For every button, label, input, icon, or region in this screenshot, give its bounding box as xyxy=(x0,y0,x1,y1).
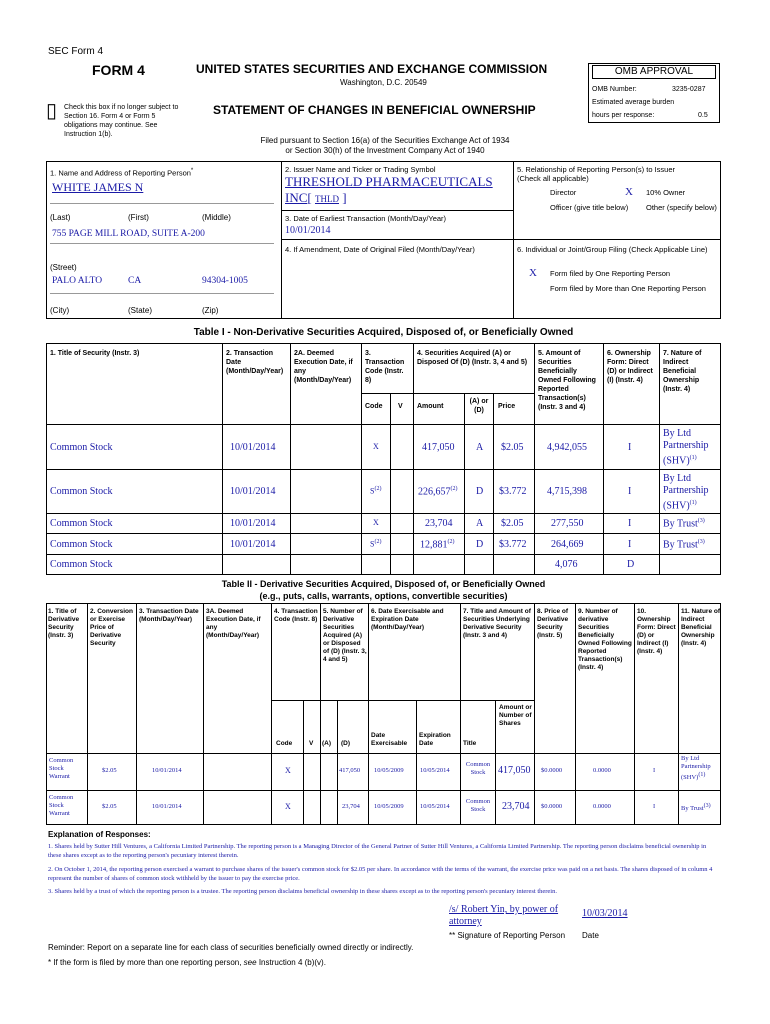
footnote-3: 3. Shares held by a trust of which the reporting person is a trustee. The reporting person disclaims beneficial ownership in these shares except as to the reporting person's pecuniary interest therein. xyxy=(48,888,557,895)
t1-row1-ad: A xyxy=(476,442,484,453)
t2-de-header: Date Exercisable xyxy=(371,732,408,747)
t1-row2-code: $S^{(2)}$ xyxy=(370,486,382,496)
t1-row1-amount: 417,050 xyxy=(422,442,455,453)
t1-row2-price: $3.772 xyxy=(499,486,527,497)
table2-subtitle: (e.g., puts, calls, warrants, options, convertible securities) xyxy=(259,591,508,601)
t1-h2: 2. Transaction Date (Month/Day/Year) xyxy=(226,350,284,375)
t1-row4-nature: By Trust$^{(3)}$ xyxy=(663,539,705,551)
t2-row1-d: 417,050 xyxy=(339,767,361,774)
t1-row3-nature: By Trust$^{(3)}$ xyxy=(663,518,705,530)
owner-label: 10% Owner xyxy=(646,188,686,197)
t1-row3-owned: 277,550 xyxy=(551,518,584,529)
t1-amount-header: Amount xyxy=(417,403,444,410)
footnote-1: 1. Shares held by Sutter Hill Ventures, a California Limited Partnership. The reporting person is a Managing Director of the General Partner of Sutter Hill Ventures, a California Limited Partnership. The reporting person disclaims beneficial ownership in these shares except as to the reporting person's pecuniary interest therein. xyxy=(48,843,707,859)
t2-row1-exer: 10/05/2009 xyxy=(374,767,404,774)
t1-price-header: Price xyxy=(498,403,516,410)
t1-row3-title: Common Stock xyxy=(50,518,113,529)
t1-row1-price: $2.05 xyxy=(501,442,524,453)
other-label: Other (specify below) xyxy=(646,203,717,212)
t2-row2-date: 10/01/2014 xyxy=(152,803,182,810)
t1-row2-ad: D xyxy=(476,486,484,497)
t1-row4-owned: 264,669 xyxy=(551,539,584,550)
t1-row4-code: $S^{(2)}$ xyxy=(370,539,382,549)
table2-title: Table II - Derivative Securities Acquired, Disposed of, or Beneficially Owned xyxy=(221,579,546,589)
filing-mark[interactable]: X xyxy=(529,267,537,279)
t2-row2-ttl: Common Stock xyxy=(465,798,491,813)
signature-date: 10/03/2014 xyxy=(582,908,628,919)
t1-row4-form: I xyxy=(628,539,632,550)
omb-hours: 0.5 xyxy=(698,112,708,119)
t1-row1-title: Common Stock xyxy=(50,442,113,453)
checkbox-text: Check this box if no longer subject to Section 16. Form 4 or Form 5 obligations may continue. See Instruction 1(b). xyxy=(64,104,179,138)
t2-a-header: (A) xyxy=(322,740,332,747)
statement-title: STATEMENT OF CHANGES IN BENEFICIAL OWNERSHIP xyxy=(213,103,536,117)
omb-hours-label: hours per response: xyxy=(592,112,655,119)
t1-row2-nature: By Ltd Partnership (SHV)$^{(1)}$ xyxy=(663,473,709,512)
first-label: (First) xyxy=(128,213,149,222)
t2-row1-code: X xyxy=(285,766,291,775)
t1-row3-form: I xyxy=(628,518,632,529)
more-person-label: Form filed by More than One Reporting Person xyxy=(550,284,706,293)
t1-h6: 6. Ownership Form: Direct (D) or Indirect (I) (Instr. 4) xyxy=(607,350,653,384)
t2-row2-nature: By Trust$^{(3)}$ xyxy=(681,803,711,813)
t2-h2: 2. Conversion or Exercise Price of Derivative Security xyxy=(90,608,133,647)
box4-label: 4. If Amendment, Date of Original Filed (Month/Day/Year) xyxy=(285,245,475,254)
checkbox-icon[interactable]: ▯ xyxy=(46,100,58,122)
t1-row4-ad: D xyxy=(476,539,484,550)
t1-row2-form: I xyxy=(628,486,632,497)
t1-row1-owned: 4,942,055 xyxy=(547,442,587,453)
t2-h11: 11. Nature of Indirect Beneficial Ownership (Instr. 4) xyxy=(681,608,721,647)
t1-h4: 4. Securities Acquired (A) or Disposed Of (D) (Instr. 3, 4 and 5) xyxy=(417,350,528,366)
table1-title: Table I - Non-Derivative Securities Acquired, Disposed of, or Beneficially Owned xyxy=(193,327,574,338)
sec-form-label: SEC Form 4 xyxy=(48,46,104,57)
t2-row2-amt: 23,704 xyxy=(502,801,530,812)
zip-value: 94304-1005 xyxy=(202,276,248,286)
t2-row2-d: 23,704 xyxy=(342,803,360,810)
reporting-person-name[interactable]: WHITE JAMES N xyxy=(52,180,144,194)
t2-h10: 10. Ownership Form: Direct (D) or Indirect (I) (Instr. 4) xyxy=(637,608,676,655)
state-label: (State) xyxy=(128,306,153,315)
t2-row1-form: I xyxy=(653,767,656,774)
t2-h5: 5. Number of Derivative Securities Acquired (A) or Disposed of (D) (Instr. 3, 4 and 5) xyxy=(323,608,367,663)
t1-row2-title: Common Stock xyxy=(50,486,113,497)
signature-label: ** Signature of Reporting Person xyxy=(449,931,566,940)
t1-row2-owned: 4,715,398 xyxy=(547,486,587,497)
t1-h1: 1. Title of Security (Instr. 3) xyxy=(50,350,140,357)
city-value: PALO ALTO xyxy=(52,276,103,286)
t1-row5-form: D xyxy=(627,559,635,570)
explanation-label: Explanation of Responses: xyxy=(48,830,151,839)
box1-label: 1. Name and Address of Reporting Person* xyxy=(50,168,194,178)
t1-code-header: Code xyxy=(365,403,383,410)
box6-label: 6. Individual or Joint/Group Filing (Check Applicable Line) xyxy=(517,245,708,254)
t1-row1-nature: By Ltd Partnership (SHV)$^{(1)}$ xyxy=(663,428,709,467)
t1-row1-date: 10/01/2014 xyxy=(230,442,276,453)
box2-label: 2. Issuer Name and Ticker or Trading Symbol xyxy=(285,165,436,174)
officer-label: Officer (give title below) xyxy=(550,203,629,212)
agency-title: UNITED STATES SECURITIES AND EXCHANGE COMMISSION xyxy=(196,62,548,76)
t2-row2-owned: 0.0000 xyxy=(593,803,611,810)
t2-h1: 1. Title of Derivative Security (Instr. 3) xyxy=(48,608,80,639)
street-label: (Street) xyxy=(50,263,77,272)
issuer-line2: INC[ THLD ] xyxy=(285,190,347,205)
t1-row4-amount: 12,881$^{(2)}$ xyxy=(420,539,455,551)
filed-section: or Section 30(h) of the Investment Company Act of 1940 xyxy=(285,146,485,155)
t2-h3a: 3A. Deemed Execution Date, if any (Month/Day/Year) xyxy=(206,608,261,639)
director-mark[interactable]: X xyxy=(625,186,633,198)
one-person-label: Form filed by One Reporting Person xyxy=(550,269,671,278)
t1-v-header: V xyxy=(398,403,403,410)
omb-title: OMB APPROVAL xyxy=(592,65,716,79)
filed-pursuant: Filed pursuant to Section 16(a) of the Securities Exchange Act of 1934 xyxy=(260,136,510,145)
t2-title-header: Title xyxy=(463,740,477,747)
t2-d-header: (D) xyxy=(341,740,351,747)
t1-row3-ad: A xyxy=(476,518,484,529)
t1-h5: 5. Amount of Securities Beneficially Owned Following Reported Transaction(s) (Instr. 3 and 4) xyxy=(538,350,596,411)
t1-row3-date: 10/01/2014 xyxy=(230,518,276,529)
omb-burden-label: Estimated average burden xyxy=(592,99,675,106)
issuer-name[interactable]: THRESHOLD PHARMACEUTICALS xyxy=(285,174,493,189)
earliest-date: 10/01/2014 xyxy=(285,225,331,236)
t1-row5-title: Common Stock xyxy=(50,559,113,570)
city-label: (City) xyxy=(50,306,70,315)
t1-row3-code: X xyxy=(373,518,379,527)
t2-row2-code: X xyxy=(285,802,291,811)
t1-h2a: 2A. Deemed Execution Date, if any (Month/Day/Year) xyxy=(294,350,353,384)
director-label: Director xyxy=(550,188,577,197)
t2-row1-ttl: Common Stock xyxy=(465,761,491,776)
t2-row1-title: Common Stock Warrant xyxy=(49,757,74,780)
t1-row1-code: X xyxy=(373,442,379,451)
form-title: FORM 4 xyxy=(92,62,145,78)
t2-row1-nature: By Ltd Partnership (SHV)$^{(1)}$ xyxy=(681,755,711,782)
t2-row1-price: $0.0000 xyxy=(541,767,563,774)
t2-row2-price: $0.0000 xyxy=(541,803,563,810)
t2-h7: 7. Title and Amount of Securities Underlying Derivative Security (Instr. 3 and 4) xyxy=(463,608,531,639)
multi-person-note: * If the form is filed by more than one reporting person, see Instruction 4 (b)(v). xyxy=(48,958,326,967)
t1-row3-amount: 23,704 xyxy=(425,518,453,529)
date-label: Date xyxy=(582,931,599,940)
t1-row1-form: I xyxy=(628,442,632,453)
t2-v-header: V xyxy=(309,740,314,747)
t2-h3: 3. Transaction Date (Month/Day/Year) xyxy=(139,608,199,623)
t2-amt-header: Amount or Number of Shares xyxy=(499,704,532,727)
omb-number: 3235-0287 xyxy=(672,86,706,93)
t1-ad-header: (A) or (D) xyxy=(469,398,489,414)
t1-row4-title: Common Stock xyxy=(50,539,113,550)
t1-row4-date: 10/01/2014 xyxy=(230,539,276,550)
signature-name: /s/ Robert Yin, by power of attorney xyxy=(449,904,559,927)
t1-row2-date: 10/01/2014 xyxy=(230,486,276,497)
t2-row2-exp: 10/05/2014 xyxy=(420,803,450,810)
t2-row1-exp: 10/05/2014 xyxy=(420,767,450,774)
t2-h6: 6. Date Exercisable and Expiration Date (Month/Day/Year) xyxy=(371,608,444,631)
t2-ed-header: Expiration Date xyxy=(419,732,451,747)
t2-h8: 8. Price of Derivative Security (Instr. 5) xyxy=(537,608,569,639)
last-label: (Last) xyxy=(50,213,71,222)
t2-row1-date: 10/01/2014 xyxy=(152,767,182,774)
box5-label: 5. Relationship of Reporting Person(s) to Issuer xyxy=(517,165,675,174)
t2-h4: 4. Transaction Code (Instr. 8) xyxy=(274,608,318,623)
box3-label: 3. Date of Earliest Transaction (Month/Day/Year) xyxy=(285,214,447,223)
t1-row4-price: $3.772 xyxy=(499,539,527,550)
t2-h9: 9. Number of derivative Securities Beneficially Owned Following Reported Transaction(s) (Instr. 4) xyxy=(578,608,632,671)
zip-label: (Zip) xyxy=(202,306,219,315)
t2-row2-exer: 10/05/2009 xyxy=(374,803,404,810)
t2-code-header: Code xyxy=(276,740,293,747)
state-value: CA xyxy=(128,276,142,286)
t1-row2-amount: 226,657$^{(2)}$ xyxy=(418,486,458,498)
t2-row2-form: I xyxy=(653,803,656,810)
t2-row2-title: Common Stock Warrant xyxy=(49,794,74,817)
t1-h3: 3. Transaction Code (Instr. 8) xyxy=(365,350,405,384)
t1-row3-price: $2.05 xyxy=(501,518,524,529)
street-value: 755 PAGE MILL ROAD, SUITE A-200 xyxy=(52,229,205,239)
box5-sub: (Check all applicable) xyxy=(517,174,589,183)
t2-row2-conv: $2.05 xyxy=(102,803,117,810)
t2-row1-conv: $2.05 xyxy=(102,767,117,774)
t1-row5-owned: 4,076 xyxy=(555,559,578,570)
reminder: Reminder: Report on a separate line for each class of securities beneficially owned directly or indirectly. xyxy=(48,943,414,952)
middle-label: (Middle) xyxy=(202,213,231,222)
footnote-2: 2. On October 1, 2014, the reporting person exercised a warrant to purchase shares of the issuer's common stock for $2.05 per share. In accordance with the terms of the warrant, the exercise price was paid on a net basis. The shares disposed of in column 4 represent the number of shares of common stock withheld by the issuer to pay the exercise price. xyxy=(48,866,713,882)
t1-h7: 7. Nature of Indirect Beneficial Ownership (Instr. 4) xyxy=(663,350,702,393)
t2-row1-amt: 417,050 xyxy=(498,765,531,776)
agency-city: Washington, D.C. 20549 xyxy=(340,78,427,87)
t2-row1-owned: 0.0000 xyxy=(593,767,611,774)
omb-number-label: OMB Number: xyxy=(592,86,637,93)
